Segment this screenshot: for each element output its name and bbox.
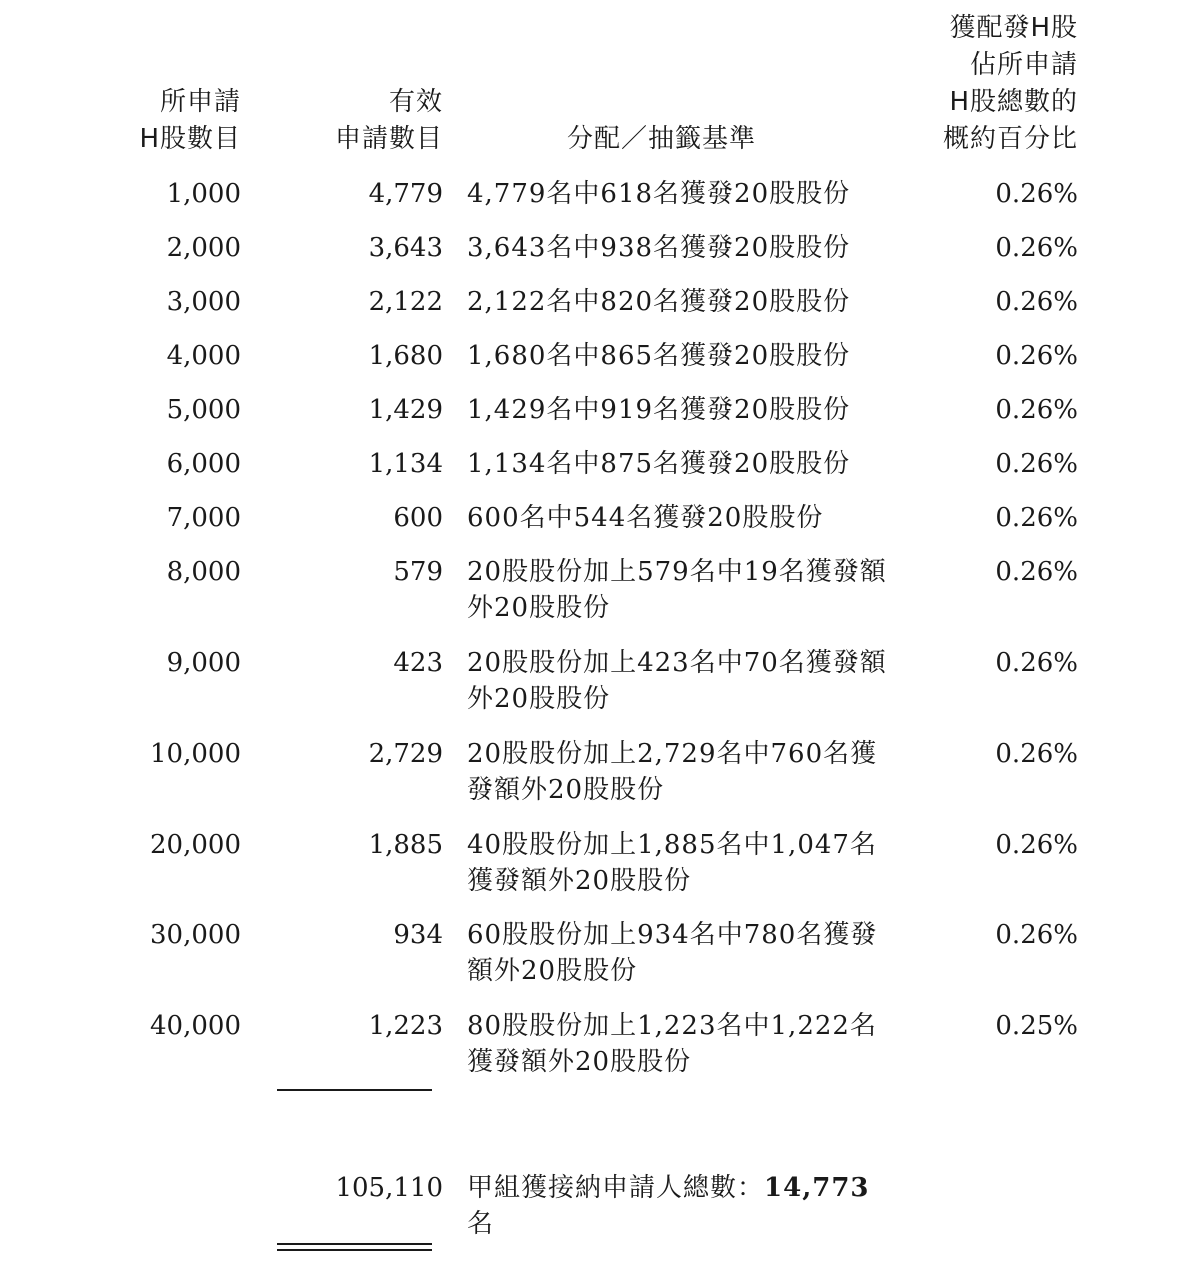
shares-applied-cell: 8,000 (166, 557, 241, 587)
allotment-percentage-cell: 0.26% (995, 179, 1078, 209)
total-accepted-applicants (467, 1170, 887, 1242)
total-double-rule-bottom (277, 1249, 432, 1251)
allotment-percentage-cell: 0.25% (995, 1011, 1078, 1041)
shares-applied-cell: 6,000 (166, 449, 241, 479)
total-applications: 105,110 (335, 1173, 443, 1203)
valid-applications-cell: 1,680 (368, 341, 443, 371)
allocation-basis-cell: 1,134名中875名獲發20股股份 (467, 449, 851, 479)
allotment-percentage-cell: 0.26% (995, 557, 1078, 587)
shares-applied-cell: 1,000 (166, 179, 241, 209)
header-basis-line1: 分配／抽籤基準 (567, 124, 757, 154)
allotment-percentage-cell: 0.26% (995, 503, 1078, 533)
header-shares-applied-line2: H股數目 (139, 124, 241, 154)
shares-applied-cell: 9,000 (166, 648, 241, 678)
shares-applied-cell: 40,000 (150, 1011, 241, 1041)
allotment-percentage-cell: 0.26% (995, 449, 1078, 479)
header-percentage-line4: 概約百分比 (942, 124, 1078, 154)
header-percentage-line2: 佔所申請 (969, 50, 1078, 80)
valid-applications-cell: 1,885 (368, 830, 443, 860)
shares-applied-cell: 30,000 (150, 920, 241, 950)
shares-applied-cell: 5,000 (166, 395, 241, 425)
allocation-basis-cell: 20股股份加上423名中70名獲發額外20股股份 (467, 648, 887, 714)
valid-applications-cell: 600 (393, 503, 443, 533)
valid-applications-cell: 934 (393, 920, 443, 950)
total-note-number: 14,773 (764, 1173, 870, 1203)
total-note-prefix: 甲組獲接納申請人總數： (467, 1173, 765, 1203)
allotment-percentage-cell: 0.26% (995, 233, 1078, 263)
allocation-basis-cell: 40股股份加上1,885名中1,047名獲發額外20股股份 (467, 830, 877, 896)
header-percentage-line1: 獲配發H股 (949, 13, 1078, 43)
allocation-basis-cell: 600名中544名獲發20股股份 (467, 503, 824, 533)
allocation-basis-cell: 1,680名中865名獲發20股股份 (467, 341, 851, 371)
allotment-percentage-cell: 0.26% (995, 395, 1078, 425)
allotment-percentage-cell: 0.26% (995, 739, 1078, 769)
header-percentage (943, 10, 1078, 158)
shares-applied-cell: 20,000 (150, 830, 241, 860)
valid-applications-cell: 2,122 (368, 287, 443, 317)
header-valid-applications-line1: 有效 (388, 87, 443, 117)
shares-applied-cell: 3,000 (166, 287, 241, 317)
valid-applications-cell: 3,643 (368, 233, 443, 263)
shares-applied-cell: 10,000 (150, 739, 241, 769)
allotment-percentage-cell: 0.26% (995, 648, 1078, 678)
header-shares-applied (139, 84, 241, 158)
shares-applied-cell: 7,000 (166, 503, 241, 533)
valid-applications-cell: 4,779 (368, 179, 443, 209)
allocation-basis-cell: 60股股份加上934名中780名獲發額外20股股份 (467, 920, 878, 986)
allotment-percentage-cell: 0.26% (995, 920, 1078, 950)
valid-applications-cell: 2,729 (368, 739, 443, 769)
header-percentage-line3: H股總數的 (949, 87, 1078, 117)
valid-applications-cell: 423 (393, 648, 443, 678)
header-valid-applications (335, 84, 443, 158)
allocation-basis-cell: 20股股份加上579名中19名獲發額外20股股份 (467, 557, 887, 623)
header-basis (567, 121, 756, 158)
allotment-percentage-cell: 0.26% (995, 341, 1078, 371)
subtotal-rule (277, 1089, 432, 1091)
allocation-basis-cell: 3,643名中938名獲發20股股份 (467, 233, 851, 263)
allocation-basis-cell: 80股股份加上1,223名中1,222名獲發額外20股股份 (467, 1011, 877, 1077)
shares-applied-cell: 2,000 (166, 233, 241, 263)
allotment-percentage-cell: 0.26% (995, 287, 1078, 317)
shares-applied-cell: 4,000 (166, 341, 241, 371)
total-note-suffix: 名 (467, 1209, 495, 1239)
header-valid-applications-line2: 申請數目 (334, 124, 443, 154)
valid-applications-cell: 579 (393, 557, 443, 587)
allocation-basis-cell: 1,429名中919名獲發20股股份 (467, 395, 851, 425)
allocation-basis-cell: 2,122名中820名獲發20股股份 (467, 287, 851, 317)
valid-applications-cell: 1,134 (368, 449, 443, 479)
valid-applications-cell: 1,223 (368, 1011, 443, 1041)
allocation-basis-cell: 20股股份加上2,729名中760名獲發額外20股股份 (467, 739, 878, 805)
header-shares-applied-line1: 所申請 (159, 87, 241, 117)
allocation-basis-cell: 4,779名中618名獲發20股股份 (467, 179, 851, 209)
total-double-rule-top (277, 1243, 432, 1245)
allotment-percentage-cell: 0.26% (995, 830, 1078, 860)
valid-applications-cell: 1,429 (368, 395, 443, 425)
